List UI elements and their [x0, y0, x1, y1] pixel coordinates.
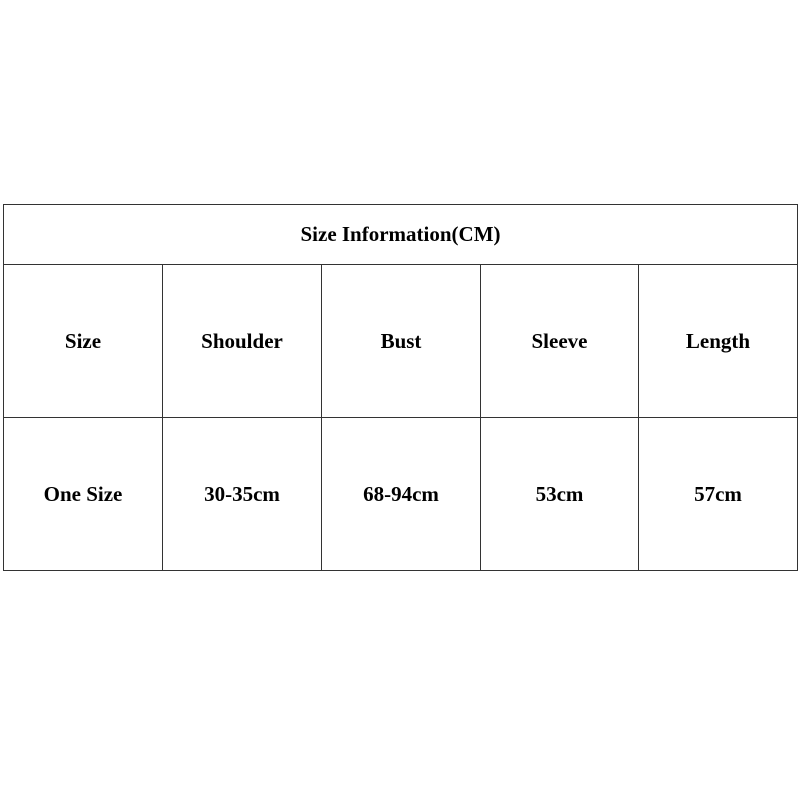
cell-size: One Size — [4, 418, 163, 571]
header-bust: Bust — [322, 265, 481, 418]
cell-bust: 68-94cm — [322, 418, 481, 571]
table-header-row — [4, 265, 798, 418]
table-title-row — [4, 205, 798, 265]
header-sleeve: Sleeve — [481, 265, 639, 418]
cell-shoulder: 30-35cm — [163, 418, 322, 571]
header-length: Length — [639, 265, 798, 418]
header-shoulder: Shoulder — [163, 265, 322, 418]
table-row — [4, 418, 798, 571]
header-size: Size — [4, 265, 163, 418]
cell-sleeve: 53cm — [481, 418, 639, 571]
cell-length: 57cm — [639, 418, 798, 571]
table-title: Size Information(CM) — [4, 205, 798, 265]
size-information-table — [3, 204, 798, 571]
